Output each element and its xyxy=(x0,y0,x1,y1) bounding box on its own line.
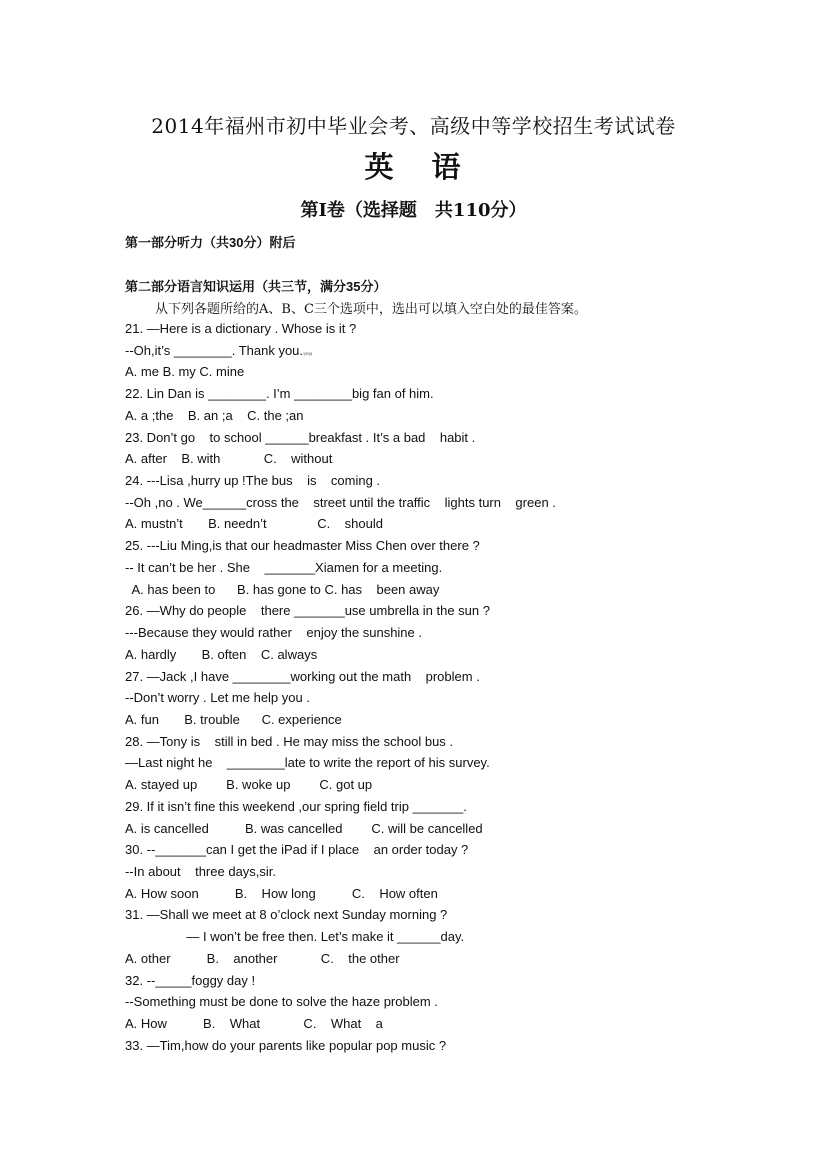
question-line: ---Because they would rather enjoy the sunshine . xyxy=(125,625,422,641)
question-line: A. a ;the B. an ;a C. the ;an xyxy=(125,407,304,423)
question-line: A. How soon B. How long C. How often xyxy=(125,885,438,901)
question-list xyxy=(125,318,765,1056)
question-line: 32. --_____foggy day ! xyxy=(125,972,256,988)
question-line: A. mustn’t B. needn’t C. should xyxy=(125,516,383,532)
question-line: 30. --_______can I get the iPad if I place an order today ? xyxy=(125,842,469,858)
question-line: 27. —Jack ,I have ________working out the math problem . xyxy=(125,668,480,684)
question-line: A. after B. with C. without xyxy=(125,451,333,467)
question-line: A. fun B. trouble C. experience xyxy=(125,711,342,727)
question-line: 21. —Here is a dictionary . Whose is it ? xyxy=(125,321,357,336)
part2-heading: 第二部分语言知识运用（共三节，满分35分） xyxy=(125,279,387,294)
question-line: A. has been to B. has gone to C. has been away xyxy=(125,581,440,597)
question-line: 24. ---Lisa ,hurry up !The bus is coming . xyxy=(125,473,381,489)
question-line: A. hardly B. often C. always xyxy=(125,646,318,662)
question-line: 29. If it isn’t fine this weekend ,our spring field trip _______. xyxy=(125,798,467,814)
question-line: 33. —Tim,how do your parents like popular pop music ? xyxy=(125,1037,447,1053)
question-text: --Oh,it’s ________. Thank you. xyxy=(125,342,304,358)
question-line: 26. —Why do people there _______use umbrella in the sun ? xyxy=(125,603,490,619)
question-line: A. other B. another C. the other xyxy=(125,950,400,966)
question-line: 23. Don’t go to school ______breakfast . It’s a bad habit . xyxy=(125,429,476,445)
question-line: 25. ---Liu Ming,is that our headmaster Miss Chen over there ? xyxy=(125,538,480,554)
subject-heading: 英 语 xyxy=(364,150,463,184)
question-line: --Don’t worry . Let me help you . xyxy=(125,690,310,706)
question-line: --In about three days,sir. xyxy=(125,863,277,879)
question-line: — I won’t be free then. Let’s make it ______day. xyxy=(125,929,465,945)
question-line: A. me B. my C. mine xyxy=(125,364,245,380)
question-line: 22. Lin Dan is ________. I’m ________big fan of him. xyxy=(125,386,434,402)
question-line: 28. —Tony is still in bed . He may miss the school bus . xyxy=(125,733,454,749)
exam-title: 2014年福州市初中毕业会考、高级中等学校招生考试试卷 xyxy=(151,114,676,138)
volume-heading: 第Ⅰ卷（选择题 共110分） xyxy=(300,200,527,221)
question-line: A. is cancelled B. was cancelled C. will be cancelled xyxy=(125,820,483,836)
question-line: A. How B. What C. What a xyxy=(125,1016,383,1031)
instructions: 从下列各题所给的A、B、C三个选项中，选出可以填入空白处的最佳答案。 xyxy=(155,302,587,317)
question-line: --Something must be done to solve the haze problem . xyxy=(125,994,438,1010)
watermark: 学科网 xyxy=(303,351,313,356)
question-line: A. stayed up B. woke up C. got up xyxy=(125,777,373,793)
question-line: —Last night he ________late to write the report of his survey. xyxy=(125,755,490,771)
question-line: -- It can’t be her . She _______Xiamen for a meeting. xyxy=(125,559,443,575)
part1-heading: 第一部分听力（共30分）附后 xyxy=(125,235,296,250)
question-line xyxy=(125,340,765,362)
question-line: 31. —Shall we meet at 8 o’clock next Sunday morning ? xyxy=(125,907,448,923)
question-line: --Oh ,no . We______cross the street until the traffic lights turn green . xyxy=(125,494,556,510)
